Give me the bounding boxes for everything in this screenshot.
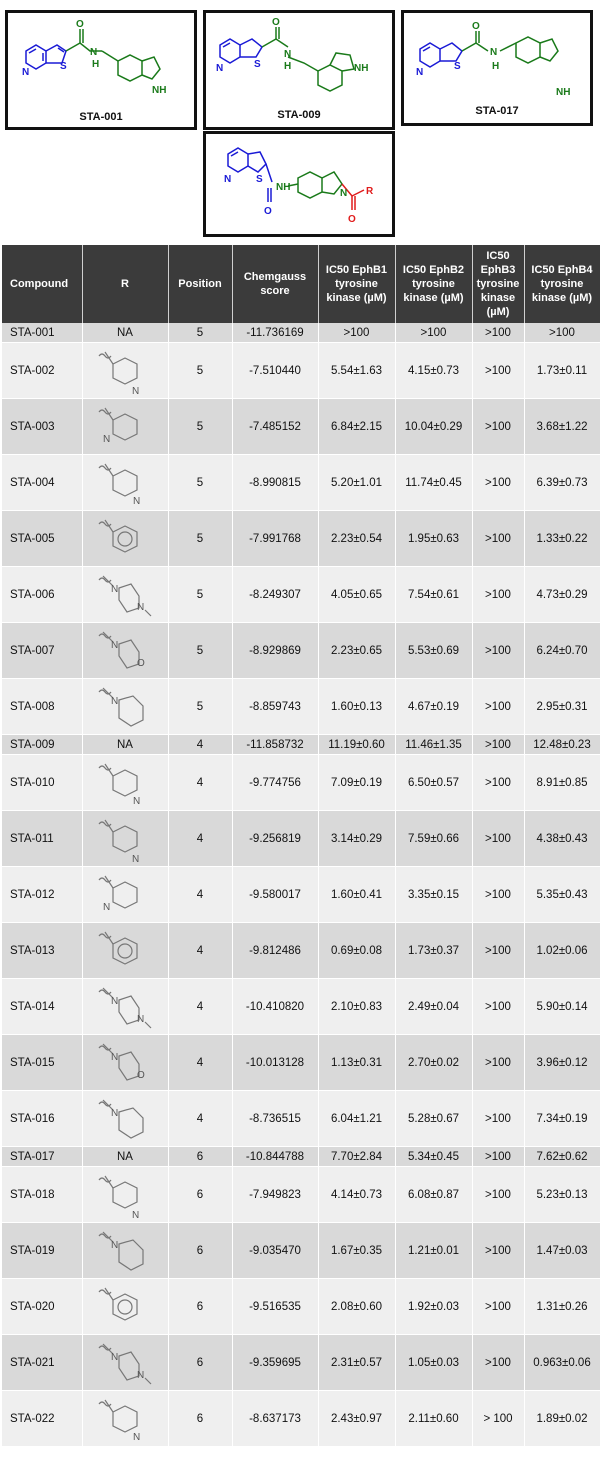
ic50-ephb4-cell: 3.96±0.12 <box>524 1035 600 1091</box>
svg-text:N: N <box>137 601 145 613</box>
svg-text:N: N <box>111 1107 119 1119</box>
position-cell: 5 <box>168 511 232 567</box>
atom-n-label: N <box>22 67 30 78</box>
r-group-cell <box>82 1167 168 1223</box>
ic50-ephb4-cell: 4.38±0.43 <box>524 811 600 867</box>
table-row <box>2 1335 600 1391</box>
ic50-ephb4-cell: 7.62±0.62 <box>524 1147 600 1167</box>
position-cell: 4 <box>168 867 232 923</box>
ic50-ephb1-cell: 2.10±0.83 <box>318 979 395 1035</box>
position-cell: 5 <box>168 399 232 455</box>
svg-text:N: N <box>111 695 119 707</box>
r-group-cell <box>82 1335 168 1391</box>
atom-h-label: H <box>284 61 292 72</box>
compound-cell: STA-016 <box>2 1091 82 1147</box>
position-cell: 6 <box>168 1223 232 1279</box>
ic50-ephb3-cell: >100 <box>472 511 524 567</box>
piperidinyl-icon <box>95 1094 155 1144</box>
ic50-ephb4-cell: 5.35±0.43 <box>524 867 600 923</box>
chemgauss-score-cell: -7.485152 <box>232 399 318 455</box>
atom-nh-label: NH <box>354 63 369 74</box>
r-group-cell <box>82 511 168 567</box>
phenyl-icon <box>95 1282 155 1332</box>
svg-text:N: N <box>133 1431 141 1443</box>
ic50-ephb1-cell: 6.04±1.21 <box>318 1091 395 1147</box>
header-ic50-ephb1: IC50 EphB1 tyrosine kinase (µM) <box>318 245 395 323</box>
ic50-ephb2-cell: 4.15±0.73 <box>395 343 472 399</box>
ic50-ephb4-cell: 1.02±0.06 <box>524 923 600 979</box>
r-group-cell <box>82 1035 168 1091</box>
pyridin-3-yl-icon <box>95 1170 155 1220</box>
chemgauss-score-cell: -9.516535 <box>232 1279 318 1335</box>
structure-label: STA-001 <box>79 111 123 123</box>
pyridin-4-yl-icon <box>95 1394 155 1444</box>
table-row <box>2 867 600 923</box>
atom-h-label: H <box>92 59 100 70</box>
position-cell: 5 <box>168 323 232 343</box>
header-ic50-ephb4: IC50 EphB4 tyrosine kinase (µM) <box>524 245 600 323</box>
ic50-ephb2-cell: 5.34±0.45 <box>395 1147 472 1167</box>
svg-text:N: N <box>137 1013 145 1025</box>
ic50-ephb3-cell: >100 <box>472 343 524 399</box>
ic50-ephb3-cell: >100 <box>472 1147 524 1167</box>
structure-box-general-scaffold <box>203 131 395 237</box>
compound-cell: STA-006 <box>2 567 82 623</box>
chemgauss-score-cell: -9.256819 <box>232 811 318 867</box>
compound-cell: STA-019 <box>2 1223 82 1279</box>
ic50-ephb4-cell: >100 <box>524 323 600 343</box>
ic50-ephb1-cell: 4.14±0.73 <box>318 1167 395 1223</box>
r-group-cell <box>82 623 168 679</box>
svg-text:N: N <box>103 433 111 445</box>
ic50-ephb4-cell: 8.91±0.85 <box>524 755 600 811</box>
ic50-ephb1-cell: 11.19±0.60 <box>318 735 395 755</box>
table-body <box>2 323 600 1447</box>
position-cell: 5 <box>168 455 232 511</box>
atom-nh-label: NH <box>556 87 571 98</box>
compound-cell: STA-001 <box>2 323 82 343</box>
position-cell: 4 <box>168 1091 232 1147</box>
chemgauss-score-cell: -9.359695 <box>232 1335 318 1391</box>
ic50-ephb3-cell: >100 <box>472 979 524 1035</box>
position-cell: 5 <box>168 343 232 399</box>
compound-cell: STA-017 <box>2 1147 82 1167</box>
atom-n-label: N <box>416 67 424 78</box>
piperidinyl-icon <box>95 682 155 732</box>
ic50-ephb1-cell: 2.23±0.54 <box>318 511 395 567</box>
table-row <box>2 455 600 511</box>
svg-text:N: N <box>133 495 141 507</box>
atom-n-label: N <box>490 47 498 58</box>
position-cell: 5 <box>168 679 232 735</box>
atom-h-label: H <box>492 61 500 72</box>
position-cell: 5 <box>168 567 232 623</box>
ic50-ephb1-cell: 2.43±0.97 <box>318 1391 395 1447</box>
svg-text:N: N <box>132 385 140 396</box>
atom-o-label: O <box>272 17 280 28</box>
ic50-ephb2-cell: 6.50±0.57 <box>395 755 472 811</box>
atom-n-label: N <box>284 49 292 60</box>
ic50-ephb3-cell: >100 <box>472 1335 524 1391</box>
chemgauss-score-cell: -8.249307 <box>232 567 318 623</box>
piperidinyl-icon <box>95 1226 155 1276</box>
r-group-cell: NA <box>82 323 168 343</box>
chemgauss-score-cell: -9.774756 <box>232 755 318 811</box>
compound-cell: STA-011 <box>2 811 82 867</box>
ic50-ephb1-cell: 7.70±2.84 <box>318 1147 395 1167</box>
ic50-ephb2-cell: 5.53±0.69 <box>395 623 472 679</box>
table-row <box>2 399 600 455</box>
ic50-ephb4-cell: 1.47±0.03 <box>524 1223 600 1279</box>
chemgauss-score-cell: -8.990815 <box>232 455 318 511</box>
table-row <box>2 1167 600 1223</box>
ic50-ephb4-cell: 0.963±0.06 <box>524 1335 600 1391</box>
compound-cell: STA-008 <box>2 679 82 735</box>
chemgauss-score-cell: -8.859743 <box>232 679 318 735</box>
position-cell: 6 <box>168 1279 232 1335</box>
table-row <box>2 567 600 623</box>
table-row <box>2 1223 600 1279</box>
table-row <box>2 511 600 567</box>
ic50-ephb1-cell: >100 <box>318 323 395 343</box>
svg-text:O: O <box>137 657 145 669</box>
chemgauss-score-cell: -7.991768 <box>232 511 318 567</box>
position-cell: 6 <box>168 1147 232 1167</box>
ic50-ephb3-cell: >100 <box>472 735 524 755</box>
ic50-ephb3-cell: >100 <box>472 399 524 455</box>
table-row <box>2 1147 600 1167</box>
svg-text:N: N <box>111 995 119 1007</box>
ic50-ephb1-cell: 6.84±2.15 <box>318 399 395 455</box>
table-header-row <box>2 245 600 323</box>
ic50-ephb4-cell: 5.90±0.14 <box>524 979 600 1035</box>
pyridin-3-yl-icon <box>95 814 155 864</box>
ic50-ephb3-cell: >100 <box>472 567 524 623</box>
general-scaffold-drawing <box>206 134 392 234</box>
chemgauss-score-cell: -11.858732 <box>232 735 318 755</box>
chemgauss-score-cell: -10.410820 <box>232 979 318 1035</box>
ic50-ephb3-cell: >100 <box>472 323 524 343</box>
table-row <box>2 979 600 1035</box>
compound-cell: STA-005 <box>2 511 82 567</box>
ic50-ephb2-cell: 6.08±0.87 <box>395 1167 472 1223</box>
r-group-cell <box>82 1279 168 1335</box>
structure-label: STA-017 <box>475 105 519 117</box>
table-row <box>2 1279 600 1335</box>
structure-box-sta-009 <box>203 10 395 130</box>
ic50-ephb4-cell: 12.48±0.23 <box>524 735 600 755</box>
compound-cell: STA-013 <box>2 923 82 979</box>
svg-text:N: N <box>111 1051 119 1063</box>
compound-cell: STA-018 <box>2 1167 82 1223</box>
position-cell: 5 <box>168 623 232 679</box>
ic50-ephb2-cell: 7.54±0.61 <box>395 567 472 623</box>
methylpiperazinyl-icon <box>95 1338 155 1388</box>
svg-text:N: N <box>111 1239 119 1251</box>
position-cell: 4 <box>168 923 232 979</box>
table-row <box>2 679 600 735</box>
atom-o-label: O <box>472 21 480 32</box>
pyridin-4-yl-icon <box>95 458 155 508</box>
compound-cell: STA-009 <box>2 735 82 755</box>
position-cell: 6 <box>168 1167 232 1223</box>
ic50-ephb2-cell: 2.49±0.04 <box>395 979 472 1035</box>
position-cell: 4 <box>168 735 232 755</box>
chemgauss-score-cell: -9.035470 <box>232 1223 318 1279</box>
ic50-ephb4-cell: 6.24±0.70 <box>524 623 600 679</box>
atom-nh-label: NH <box>276 182 291 193</box>
atom-n-label: N <box>216 63 224 74</box>
position-cell: 4 <box>168 755 232 811</box>
pyridin-2-yl-icon <box>95 402 155 452</box>
atom-s-label: S <box>254 59 261 70</box>
compound-cell: STA-007 <box>2 623 82 679</box>
atom-nh-label: NH <box>152 85 167 96</box>
svg-text:O: O <box>137 1069 145 1081</box>
ic50-ephb2-cell: 5.28±0.67 <box>395 1091 472 1147</box>
r-group-cell <box>82 1391 168 1447</box>
ic50-ephb4-cell: 3.68±1.22 <box>524 399 600 455</box>
ic50-ephb2-cell: 4.67±0.19 <box>395 679 472 735</box>
ic50-ephb1-cell: 5.54±1.63 <box>318 343 395 399</box>
table-row <box>2 735 600 755</box>
chemgauss-score-cell: -9.580017 <box>232 867 318 923</box>
ic50-ephb3-cell: >100 <box>472 923 524 979</box>
ic50-ephb1-cell: 4.05±0.65 <box>318 567 395 623</box>
ic50-ephb2-cell: 1.21±0.01 <box>395 1223 472 1279</box>
ic50-ephb3-cell: >100 <box>472 867 524 923</box>
ic50-ephb1-cell: 5.20±1.01 <box>318 455 395 511</box>
chemgauss-score-cell: -10.844788 <box>232 1147 318 1167</box>
phenyl-icon <box>95 926 155 976</box>
chemgauss-score-cell: -8.736515 <box>232 1091 318 1147</box>
pyridin-2-yl-icon <box>95 870 155 920</box>
header-compound: Compound <box>2 245 82 323</box>
r-group-cell <box>82 979 168 1035</box>
svg-text:N: N <box>111 639 119 651</box>
r-group-cell <box>82 867 168 923</box>
ic50-ephb4-cell: 2.95±0.31 <box>524 679 600 735</box>
r-group-cell <box>82 923 168 979</box>
ic50-ephb3-cell: >100 <box>472 1279 524 1335</box>
ic50-ephb4-cell: 1.33±0.22 <box>524 511 600 567</box>
ic50-ephb4-cell: 5.23±0.13 <box>524 1167 600 1223</box>
compound-cell: STA-015 <box>2 1035 82 1091</box>
ic50-ephb4-cell: 1.89±0.02 <box>524 1391 600 1447</box>
ic50-ephb2-cell: 10.04±0.29 <box>395 399 472 455</box>
r-group-cell <box>82 1223 168 1279</box>
structure-box-sta-017 <box>401 10 593 126</box>
pyridin-4-yl-icon <box>95 758 155 808</box>
atom-s-label: S <box>60 61 67 72</box>
ic50-ephb4-cell: 7.34±0.19 <box>524 1091 600 1147</box>
ic50-ephb3-cell: >100 <box>472 755 524 811</box>
table-row <box>2 755 600 811</box>
r-group-cell: NA <box>82 735 168 755</box>
table-row <box>2 1391 600 1447</box>
phenyl-icon <box>95 514 155 564</box>
table-row <box>2 811 600 867</box>
methylpiperazinyl-icon <box>95 570 155 620</box>
chemgauss-score-cell: -10.013128 <box>232 1035 318 1091</box>
svg-text:N: N <box>137 1369 145 1381</box>
r-group-cell <box>82 455 168 511</box>
r-group-cell <box>82 567 168 623</box>
atom-o-label: O <box>348 214 356 225</box>
ic50-ephb1-cell: 1.13±0.31 <box>318 1035 395 1091</box>
ic50-ephb2-cell: 7.59±0.66 <box>395 811 472 867</box>
ic50-ephb1-cell: 1.60±0.41 <box>318 867 395 923</box>
structure-box-sta-001 <box>5 10 197 130</box>
ic50-ephb1-cell: 2.08±0.60 <box>318 1279 395 1335</box>
methylpiperazinyl-icon <box>95 982 155 1032</box>
atom-n-label: N <box>224 174 232 185</box>
svg-text:N: N <box>132 1209 140 1220</box>
header-ic50-ephb2: IC50 EphB2 tyrosine kinase (µM) <box>395 245 472 323</box>
table-row <box>2 1091 600 1147</box>
ic50-ephb4-cell: 6.39±0.73 <box>524 455 600 511</box>
ic50-ephb1-cell: 7.09±0.19 <box>318 755 395 811</box>
ic50-ephb2-cell: 1.92±0.03 <box>395 1279 472 1335</box>
position-cell: 6 <box>168 1391 232 1447</box>
r-group-cell <box>82 811 168 867</box>
compound-cell: STA-020 <box>2 1279 82 1335</box>
ic50-ephb3-cell: >100 <box>472 1091 524 1147</box>
ic50-ephb1-cell: 2.31±0.57 <box>318 1335 395 1391</box>
compound-cell: STA-021 <box>2 1335 82 1391</box>
atom-o-label: O <box>76 19 84 30</box>
ic50-data-table <box>2 245 600 1447</box>
ic50-ephb2-cell: 3.35±0.15 <box>395 867 472 923</box>
compound-cell: STA-003 <box>2 399 82 455</box>
ic50-ephb2-cell: 1.73±0.37 <box>395 923 472 979</box>
compound-cell: STA-014 <box>2 979 82 1035</box>
ic50-ephb3-cell: >100 <box>472 1223 524 1279</box>
header-position: Position <box>168 245 232 323</box>
ic50-ephb2-cell: >100 <box>395 323 472 343</box>
r-group-label: R <box>366 186 374 197</box>
svg-text:N: N <box>132 853 140 864</box>
ic50-ephb3-cell: >100 <box>472 1167 524 1223</box>
r-group-cell <box>82 1091 168 1147</box>
compound-cell: STA-004 <box>2 455 82 511</box>
atom-o-label: O <box>264 206 272 217</box>
ic50-ephb4-cell: 1.73±0.11 <box>524 343 600 399</box>
table-row <box>2 323 600 343</box>
r-group-cell <box>82 399 168 455</box>
morpholinyl-icon <box>95 626 155 676</box>
ic50-ephb3-cell: > 100 <box>472 1391 524 1447</box>
chemgauss-score-cell: -7.510440 <box>232 343 318 399</box>
structure-label: STA-009 <box>277 109 321 121</box>
svg-text:N: N <box>111 583 119 595</box>
chemgauss-score-cell: -9.812486 <box>232 923 318 979</box>
chemgauss-score-cell: -7.949823 <box>232 1167 318 1223</box>
position-cell: 6 <box>168 1335 232 1391</box>
morpholinyl-icon <box>95 1038 155 1088</box>
ic50-ephb1-cell: 0.69±0.08 <box>318 923 395 979</box>
compound-cell: STA-022 <box>2 1391 82 1447</box>
ic50-ephb2-cell: 11.74±0.45 <box>395 455 472 511</box>
ic50-ephb3-cell: >100 <box>472 455 524 511</box>
atom-n-label: N <box>340 188 348 199</box>
ic50-ephb1-cell: 3.14±0.29 <box>318 811 395 867</box>
ic50-ephb3-cell: >100 <box>472 1035 524 1091</box>
chemgauss-score-cell: -11.736169 <box>232 323 318 343</box>
ic50-ephb3-cell: >100 <box>472 811 524 867</box>
ic50-ephb3-cell: >100 <box>472 623 524 679</box>
header-ic50-ephb3: IC50 EphB3 tyrosine kinase (µM) <box>472 245 524 323</box>
chemgauss-score-cell: -8.929869 <box>232 623 318 679</box>
r-group-cell <box>82 679 168 735</box>
svg-text:N: N <box>103 901 111 913</box>
ic50-ephb2-cell: 2.11±0.60 <box>395 1391 472 1447</box>
r-group-cell: NA <box>82 1147 168 1167</box>
ic50-ephb4-cell: 4.73±0.29 <box>524 567 600 623</box>
atom-s-label: S <box>256 174 263 185</box>
table-row <box>2 623 600 679</box>
ic50-ephb2-cell: 2.70±0.02 <box>395 1035 472 1091</box>
table-row <box>2 1035 600 1091</box>
compound-cell: STA-002 <box>2 343 82 399</box>
compound-cell: STA-012 <box>2 867 82 923</box>
svg-text:N: N <box>111 1351 119 1363</box>
ic50-ephb1-cell: 1.67±0.35 <box>318 1223 395 1279</box>
pyridin-3-yl-icon <box>95 346 155 396</box>
position-cell: 4 <box>168 979 232 1035</box>
header-r: R <box>82 245 168 323</box>
table-row <box>2 343 600 399</box>
ic50-ephb3-cell: >100 <box>472 679 524 735</box>
header-chemgauss-score: Chemgauss score <box>232 245 318 323</box>
structure-sta-001-drawing <box>8 13 194 127</box>
table-row <box>2 923 600 979</box>
svg-text:N: N <box>133 795 141 807</box>
atom-n-label: N <box>90 47 98 58</box>
ic50-ephb1-cell: 1.60±0.13 <box>318 679 395 735</box>
compound-cell: STA-010 <box>2 755 82 811</box>
chemgauss-score-cell: -8.637173 <box>232 1391 318 1447</box>
ic50-ephb2-cell: 1.05±0.03 <box>395 1335 472 1391</box>
position-cell: 4 <box>168 1035 232 1091</box>
ic50-ephb1-cell: 2.23±0.65 <box>318 623 395 679</box>
r-group-cell <box>82 755 168 811</box>
ic50-ephb2-cell: 11.46±1.35 <box>395 735 472 755</box>
ic50-ephb2-cell: 1.95±0.63 <box>395 511 472 567</box>
atom-s-label: S <box>454 61 461 72</box>
ic50-ephb4-cell: 1.31±0.26 <box>524 1279 600 1335</box>
r-group-cell <box>82 343 168 399</box>
position-cell: 4 <box>168 811 232 867</box>
